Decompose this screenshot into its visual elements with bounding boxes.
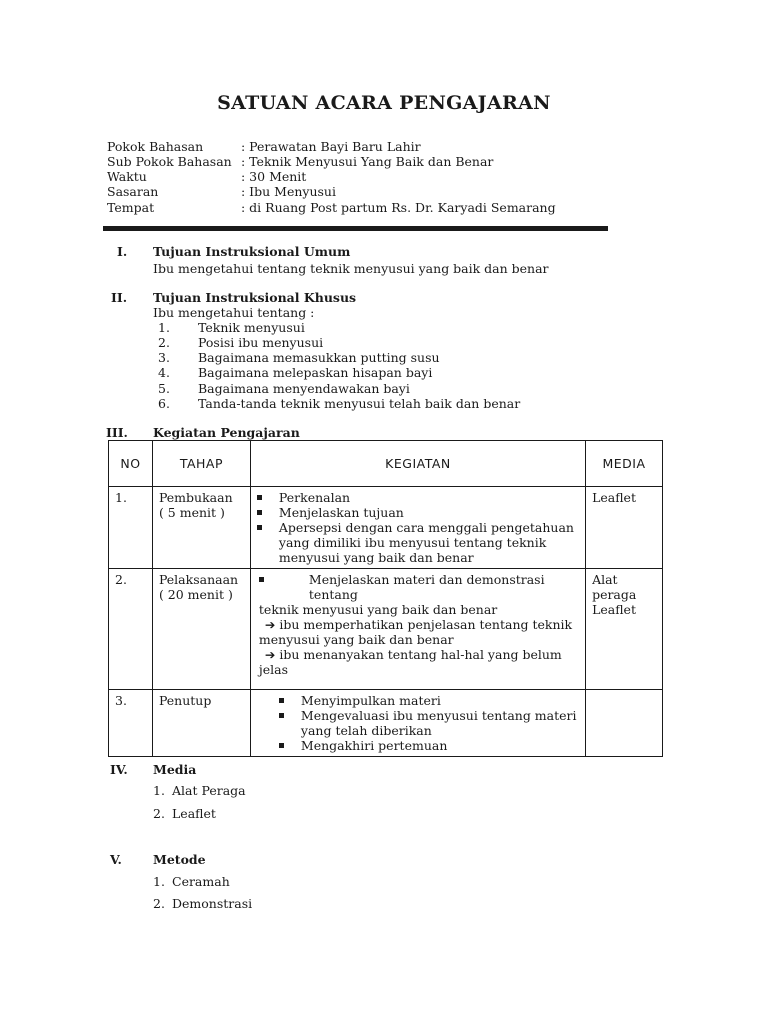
list-item-number: 1. [153, 783, 165, 798]
list-item-text: Apersepsi dengan cara menggali pengetahuan [278, 520, 574, 535]
list-item-text: Teknik menyusui [198, 320, 305, 335]
section-2-number: II. [111, 290, 128, 305]
section-1-text: Ibu mengetahui tentang teknik menyusui yang baik dan benar [153, 261, 549, 276]
info-value-sub-pokok-bahasan: : Teknik Menyusui Yang Baik dan Benar [241, 154, 494, 169]
cell-kegiatan [250, 690, 585, 757]
list-item-text: Leaflet [172, 806, 216, 821]
cell-tahap [152, 690, 250, 757]
arrow-right-icon: ➔ [264, 617, 276, 632]
media-text: Alat [592, 572, 618, 587]
list-item-text: Perkenalan [278, 490, 351, 505]
list-item-text: Menjelaskan materi dan demonstrasi tentang [308, 572, 545, 602]
section-2-title: Tujuan Instruksional Khusus [153, 290, 357, 305]
list-item-number: 2. [153, 806, 165, 821]
list-item-text: ibu memperhatikan penjelasan tentang teknik [275, 617, 573, 632]
list-item-text: Alat Peraga [172, 783, 246, 798]
list-item-text: menyusui yang baik dan benar [258, 632, 454, 647]
tahap-duration: ( 5 menit ) [158, 505, 225, 520]
list-item-number: 4. [158, 365, 170, 380]
list-item-text: Ceramah [172, 874, 230, 889]
table-row [109, 569, 663, 690]
info-label-sasaran: Sasaran [107, 184, 159, 199]
list-item-text: jelas [258, 662, 289, 677]
section-1-number: I. [117, 244, 128, 259]
info-value-waktu: : 30 Menit [241, 169, 307, 184]
list-item-number: 5. [158, 381, 170, 396]
bullet-icon [257, 525, 262, 530]
cell-tahap [152, 569, 250, 690]
cell-media [586, 690, 663, 757]
list-item-text: Bagaimana menyendawakan bayi [198, 381, 410, 396]
list-item [257, 505, 579, 520]
list-item-text: Menyimpulkan materi [300, 693, 441, 708]
list-item-number: 6. [158, 396, 170, 411]
list-item-text: teknik menyusui yang baik dan benar [258, 602, 498, 617]
tahap-duration: ( 20 menit ) [158, 587, 233, 602]
list-item-text: Mengevaluasi ibu menyusui tentang materi [300, 708, 577, 723]
bullet-icon [257, 510, 262, 515]
table-row [109, 487, 663, 569]
kegiatan-table [108, 440, 663, 757]
table-header-row [109, 441, 663, 487]
section-3-number: III. [106, 425, 128, 440]
list-item-number: 3. [158, 350, 170, 365]
list-item-text: ibu menanyakan tentang hal-hal yang belum [275, 647, 562, 662]
list-item [257, 490, 579, 505]
header-media: MEDIA [586, 441, 663, 487]
tahap-name: Penutup [158, 693, 212, 708]
tahap-name: Pembukaan [158, 490, 233, 505]
list-item-number: 2. [153, 896, 165, 911]
list-item-text: yang telah diberikan [300, 723, 432, 738]
list-item-text: Bagaimana melepaskan hisapan bayi [198, 365, 433, 380]
media-text: Leaflet [592, 602, 636, 617]
section-5-number: V. [110, 852, 122, 867]
section-4-number: IV. [110, 762, 128, 777]
info-value-pokok-bahasan: : Perawatan Bayi Baru Lahir [241, 139, 421, 154]
section-5-title: Metode [153, 852, 206, 867]
list-item [279, 693, 579, 708]
tahap-name: Pelaksanaan [158, 572, 239, 587]
list-item-text: Posisi ibu menyusui [198, 335, 324, 350]
list-item [259, 647, 579, 662]
list-item-text: Demonstrasi [172, 896, 253, 911]
info-label-sub-pokok-bahasan: Sub Pokok Bahasan [107, 154, 232, 169]
cell-media [586, 569, 663, 690]
cell-media [586, 487, 663, 569]
section-3-title: Kegiatan Pengajaran [153, 425, 300, 440]
list-item [257, 520, 579, 565]
list-item [259, 572, 579, 602]
arrow-right-icon: ➔ [264, 647, 276, 662]
table-row [109, 690, 663, 757]
list-item-text: yang dimiliki ibu menyusui tentang teknik [278, 535, 547, 550]
list-item [279, 738, 579, 753]
list-item [259, 617, 579, 632]
bullet-icon [279, 743, 284, 748]
section-2-intro: Ibu mengetahui tentang : [153, 305, 315, 320]
list-item-text: Mengakhiri pertemuan [300, 738, 448, 753]
cell-no: 1. [109, 487, 153, 569]
bullet-icon [257, 495, 262, 500]
list-item-text: Tanda-tanda teknik menyusui telah baik dan benar [198, 396, 521, 411]
info-value-tempat: : di Ruang Post partum Rs. Dr. Karyadi Semarang [241, 200, 556, 215]
cell-kegiatan [250, 487, 585, 569]
media-text: Leaflet [592, 490, 636, 505]
info-value-sasaran: : Ibu Menyusui [241, 184, 336, 199]
info-label-tempat: Tempat [107, 200, 155, 215]
media-text: peraga [592, 587, 637, 602]
list-item-text: Menjelaskan tujuan [278, 505, 404, 520]
section-4-title: Media [153, 762, 197, 777]
cell-no: 3. [109, 690, 153, 757]
header-kegiatan: KEGIATAN [250, 441, 585, 487]
cell-no: 2. [109, 569, 153, 690]
bullet-icon [279, 698, 284, 703]
document-title: SATUAN ACARA PENGAJARAN [217, 92, 551, 114]
cell-kegiatan [250, 569, 585, 690]
bullet-icon [279, 713, 284, 718]
list-item [279, 708, 579, 738]
cell-tahap [152, 487, 250, 569]
list-item-text: Bagaimana memasukkan putting susu [198, 350, 440, 365]
list-item-text: menyusui yang baik dan benar [278, 550, 474, 565]
header-divider [103, 226, 608, 231]
header-no: NO [109, 441, 153, 487]
info-label-pokok-bahasan: Pokok Bahasan [107, 139, 204, 154]
list-item-number: 1. [158, 320, 170, 335]
info-label-waktu: Waktu [107, 169, 147, 184]
bullet-icon [259, 577, 264, 582]
section-1-title: Tujuan Instruksional Umum [153, 244, 351, 259]
header-tahap: TAHAP [152, 441, 250, 487]
list-item-number: 2. [158, 335, 170, 350]
list-item-number: 1. [153, 874, 165, 889]
